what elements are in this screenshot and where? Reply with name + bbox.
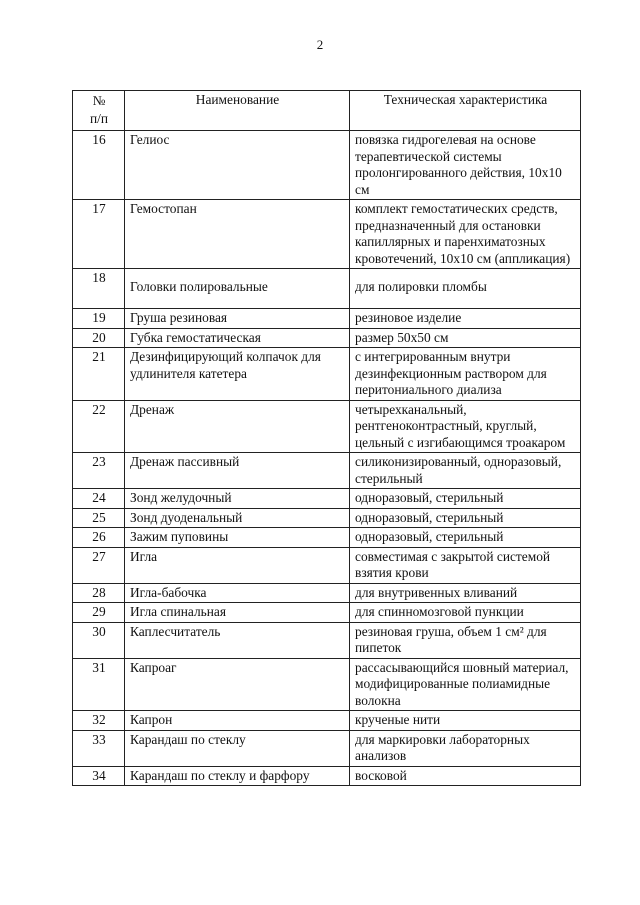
row-number: 29 <box>73 603 125 623</box>
table-row <box>73 131 581 200</box>
page-number: 2 <box>316 37 324 52</box>
row-name: Губка гемостатическая <box>125 328 350 348</box>
row-spec: крученые нити <box>350 711 581 731</box>
row-number: 27 <box>73 547 125 583</box>
row-number: 23 <box>73 453 125 489</box>
table-row <box>73 453 581 489</box>
row-spec: совместимая с закрытой системой взятия крови <box>350 547 581 583</box>
table-row <box>73 489 581 509</box>
row-name: Зонд дуоденальный <box>125 508 350 528</box>
table-row <box>73 766 581 786</box>
row-spec: силиконизированный, одноразовый, стерильный <box>350 453 581 489</box>
row-number: 20 <box>73 328 125 348</box>
row-number: 22 <box>73 400 125 453</box>
row-name: Капроаг <box>125 658 350 711</box>
row-name: Игла <box>125 547 350 583</box>
row-spec: одноразовый, стерильный <box>350 528 581 548</box>
row-name: Зонд желудочный <box>125 489 350 509</box>
table-row <box>73 508 581 528</box>
row-number: 24 <box>73 489 125 509</box>
row-spec: одноразовый, стерильный <box>350 489 581 509</box>
row-name: Гемостопан <box>125 200 350 269</box>
table-row <box>73 309 581 329</box>
specification-table <box>72 90 581 786</box>
table-row <box>73 658 581 711</box>
row-name: Карандаш по стеклу <box>125 730 350 766</box>
table-row <box>73 400 581 453</box>
table-row <box>73 711 581 731</box>
row-number: 25 <box>73 508 125 528</box>
row-name: Дренаж пассивный <box>125 453 350 489</box>
row-name: Карандаш по стеклу и фарфору <box>125 766 350 786</box>
row-spec: повязка гидрогелевая на основе терапевтической системы пролонгированного действия, 10х10 см <box>350 131 581 200</box>
row-number: 30 <box>73 622 125 658</box>
header-name: Наименование <box>125 91 350 131</box>
row-name: Груша резиновая <box>125 309 350 329</box>
row-number: 31 <box>73 658 125 711</box>
row-number: 33 <box>73 730 125 766</box>
row-number: 18 <box>73 269 125 309</box>
row-name: Капрон <box>125 711 350 731</box>
header-number-abbr: п/п <box>89 111 109 126</box>
row-spec: резиновая груша, объем 1 см² для пипеток <box>350 622 581 658</box>
row-number: 21 <box>73 348 125 401</box>
row-spec: для полировки пломбы <box>350 269 581 309</box>
table-header-row <box>73 91 581 131</box>
table-row <box>73 528 581 548</box>
header-number <box>73 91 125 131</box>
table-row <box>73 328 581 348</box>
row-name: Дезинфицирующий колпачок для удлинителя катетера <box>125 348 350 401</box>
row-spec: для спинномозговой пункции <box>350 603 581 623</box>
row-name: Зажим пуповины <box>125 528 350 548</box>
row-spec: размер 50х50 см <box>350 328 581 348</box>
row-name: Игла спинальная <box>125 603 350 623</box>
row-number: 17 <box>73 200 125 269</box>
row-number: 34 <box>73 766 125 786</box>
header-number-symbol: № <box>92 93 106 108</box>
table-row <box>73 547 581 583</box>
row-name: Дренаж <box>125 400 350 453</box>
row-number: 26 <box>73 528 125 548</box>
row-spec: для маркировки лабораторных анализов <box>350 730 581 766</box>
table-row <box>73 200 581 269</box>
row-spec: одноразовый, стерильный <box>350 508 581 528</box>
row-spec: комплект гемостатических средств, предназначенный для остановки капиллярных и паренхиматозных кровотечений, 10х10 см (аппликация) <box>350 200 581 269</box>
table-row <box>73 583 581 603</box>
row-name: Гелиос <box>125 131 350 200</box>
row-name: Игла-бабочка <box>125 583 350 603</box>
table-row <box>73 622 581 658</box>
row-spec: для внутривенных вливаний <box>350 583 581 603</box>
table-row <box>73 269 581 309</box>
row-number: 19 <box>73 309 125 329</box>
row-name: Головки полировальные <box>125 269 350 309</box>
table-row <box>73 730 581 766</box>
row-number: 28 <box>73 583 125 603</box>
row-spec: четырехканальный, рентгеноконтрастный, круглый, цельный с изгибающимся троакаром <box>350 400 581 453</box>
header-spec: Техническая характеристика <box>350 91 581 131</box>
row-spec: резиновое изделие <box>350 309 581 329</box>
table-row <box>73 603 581 623</box>
row-spec: рассасывающийся шовный материал, модифицированные полиамидные волокна <box>350 658 581 711</box>
row-name: Каплесчитатель <box>125 622 350 658</box>
row-spec: с интегрированным внутри дезинфекционным раствором для перитониального диализа <box>350 348 581 401</box>
table-row <box>73 348 581 401</box>
row-number: 16 <box>73 131 125 200</box>
row-number: 32 <box>73 711 125 731</box>
row-spec: восковой <box>350 766 581 786</box>
